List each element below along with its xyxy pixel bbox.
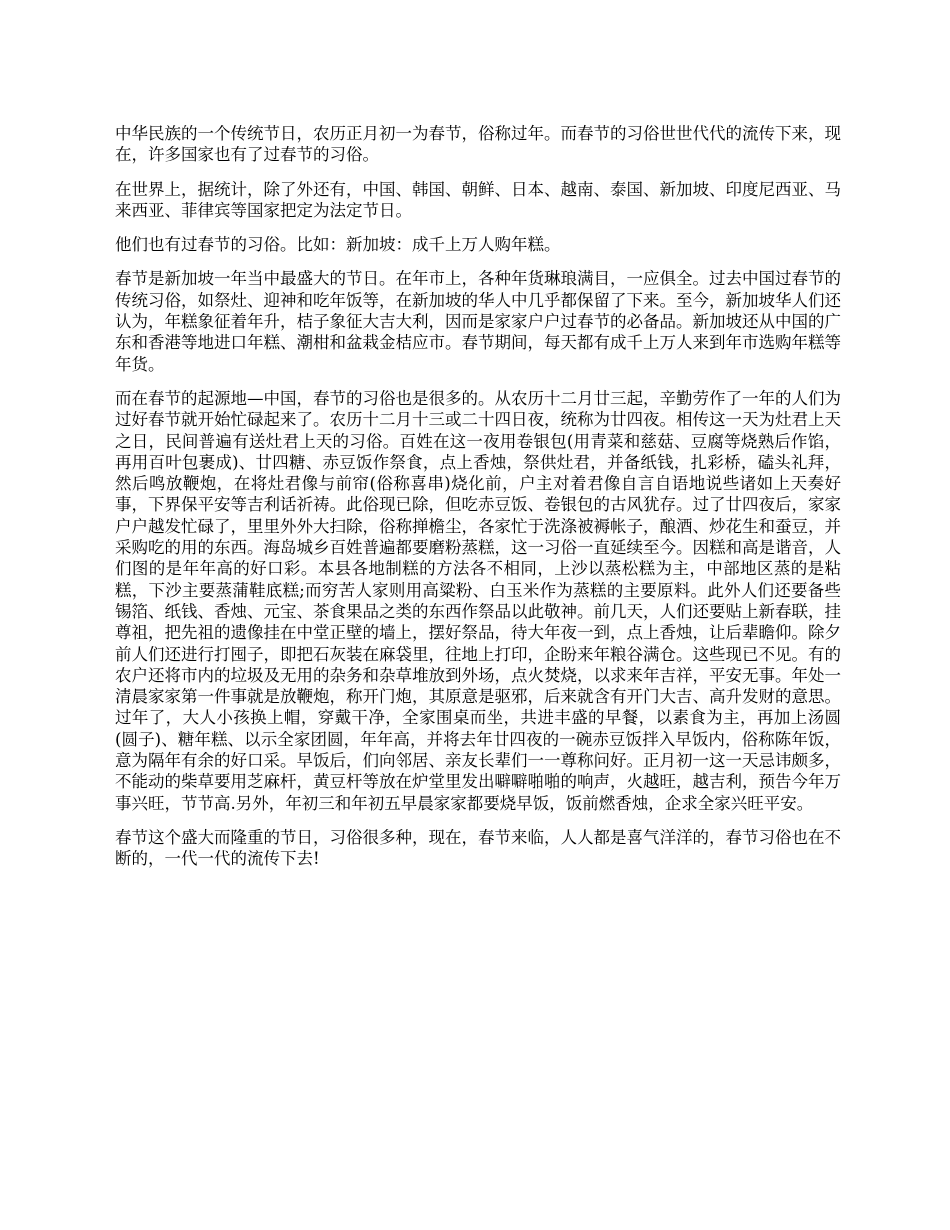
paragraph-singapore: 春节是新加坡一年当中最盛大的节日。在年市上，各种年货琳琅满目，一应俱全。过去中国过春节的传统习俗，如祭灶、迎神和吃年饭等，在新加坡的华人中几乎都保留了下来。至今，新加坡华人们还认为，年糕象征着年升，桔子象征大吉大利，因而是家家户户过春节的必备品。新加坡还从中国的广东和香港等地进口年糕、潮柑和盆栽金桔应市。春节期间，每天都有成千上万人来到年市选购年糕等年货。 [115,269,841,374]
paragraph-intro: 中华民族的一个传统节日，农历正月初一为春节，俗称过年。而春节的习俗世世代代的流传下来，现在，许多国家也有了过春节的习俗。 [115,124,841,165]
paragraph-singapore-intro: 他们也有过春节的习俗。比如：新加坡：成千上万人购年糕。 [115,235,561,255]
paragraph-countries: 在世界上，据统计，除了外还有，中国、韩国、朝鲜、日本、越南、泰国、新加坡、印度尼西亚、马来西亚、菲律宾等国家把定为法定节日。 [115,179,841,220]
document-page [115,123,841,883]
paragraph-china-customs: 而在春节的起源地—中国，春节的习俗也是很多的。从农历十二月廿三起，辛勤劳作了一年的人们为过好春节就开始忙碌起来了。农历十二月十三或二十四日夜，统称为廿四夜。相传这一天为灶君上天之日，民间普遍有送灶君上天的习俗。百姓在这一夜用卷银包(用青菜和慈菇、豆腐等烧熟后作馅，再用百叶包裹成)、廿四糖、赤豆饭作祭食，点上香烛，祭供灶君，并备纸钱，扎彩桥，磕头礼拜，然后鸣放鞭炮，在将灶君像与前帘(俗称喜串)烧化前，户主对着君像自言自语地说些诸如上天奏好事，下界保平安等吉利话祈祷。此俗现已除，但吃赤豆饭、卷银包的古风犹存。过了廿四夜后，家家户户越发忙碌了，里里外外大扫除，俗称掸檐尘，各家忙于洗涤被褥帐子，酿酒、炒花生和蚕豆，并采购吃的用的东西。海岛城乡百姓普遍都要磨粉蒸糕，这一习俗一直延续至今。因糕和高是谐音，人们图的是年年高的好口彩。本县各地制糕的方法各不相同，上沙以蒸松糕为主，中部地区蒸的是粘糕，下沙主要蒸蒲鞋底糕;而穷苦人家则用高粱粉、白玉米作为蒸糕的主要原料。此外人们还要备些锡箔、纸钱、香烛、元宝、茶食果品之类的东西作祭品以此敬神。前几天，人们还要贴上新春联，挂尊祖，把先祖的遗像挂在中堂正壁的墙上，摆好祭品，待大年夜一到，点上香烛，让后辈瞻仰。除夕前人们还进行打囤子，即把石灰装在麻袋里，往地上打印，企盼来年粮谷满仓。这些现已不见。有的农户还将市内的垃圾及无用的杂务和杂草堆放到外场，点火焚烧，以求来年吉祥，平安无事。年处一清晨家家第一件事就是放鞭炮，称开门炮，其原意是驱邪，后来就含有开门大吉、高升发财的意思。过年了，大人小孩换上帽，穿戴干净，全家围桌而坐，共进丰盛的早餐，以素食为主，再加上汤圆(圆子)、糖年糕、以示全家团圆，年年高，并将去年廿四夜的一碗赤豆饭拌入早饭内，俗称陈年饭，意为隔年有余的好口采。早饭后，们向邻居、亲友长辈们一一尊称问好。正月初一这一天忌讳颇多，不能动的柴草要用芝麻杆，黄豆杆等放在炉堂里发出噼噼啪啪的响声，火越旺，越吉利，预告今年万事兴旺，节节高.另外，年初三和年初五早晨家家都要烧早饭，饭前燃香烛，企求全家兴旺平安。 [115,388,841,813]
paragraph-conclusion: 春节这个盛大而隆重的节日，习俗很多种，现在，春节来临，人人都是喜气洋洋的，春节习俗也在不断的，一代一代的流传下去! [115,827,841,869]
